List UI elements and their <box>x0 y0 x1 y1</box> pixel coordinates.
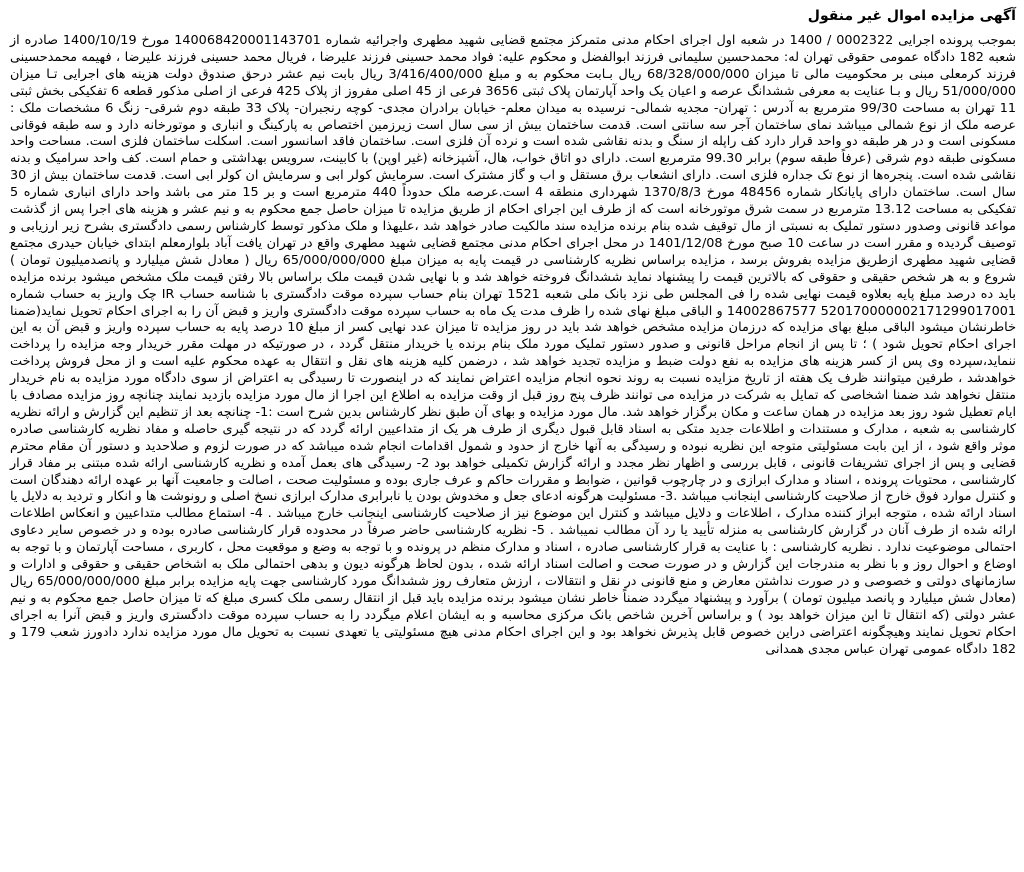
notice-body: بموجب پرونده اجرایی 0002322 / 1400 در شعبه اول اجرای احکام مدنی متمرکز مجتمع قضایی شهید مطهری واجرائیه شماره 140068420001143701 مورخ 1400/10/19 صادره از شعبه 182 دادگاه عمومی حقوقی تهران له: محمدحسین سلیمانی فرزند ابوالفضل و محکوم علیه: فواد محمد حسینی فرزند علیرضا ، فریال محمد حسینی فرزند علیرضا ، فهیمه محمدحسینی فرزند کرمعلی مبنی بر محکومیت مالی تا میزان 68/328/000/000 ریال بـابت محکوم به و مبلغ 3/416/400/000 ریال بابت نیم عشر درحق صندوق دولت هزینه های اجرایی تـا میزان 51/000/000 ریال و بـا عنایت به معرفی ششدانگ عرصه و اعیان یک واحد آپارتمان پلاک ثبتی 3656 فرعی از 45 اصلی مفروز از پلاک 425 فرعی از اصلی مذکور قطعه 6 تفکیکی بخش ثبتی 11 تهران به مساحت 99/30 مترمربع به آدرس : تهران- مجدیه شمالی- نرسیده به میدان معلم- خیابان برادران مجدی- کوچه رنجبران- پلاک 33 طبقه دوم شرقی- زنگ 6 مشخصات ملک : عرصه ملک از نوع شمالی میباشد نمای ساختمان آجر سه سانتی است. قدمت ساختمان بیش از سی سال است زیرزمین اختصاص به پارکینگ و انباری و موتورخانه دارد و سه طبقه فوقانی مسکونی است و در هر طبقه دو واحد قرار دارد کف راپله از سنگ و بدنه نقاشی شده است و نرده آن فلزی است. ساختمان فاقد اسانسور است. اسکلت ساختمان فلزی است. مساحت واحد مسکونی طبقه دوم شرقی (عرفاً طبقه سوم) برابر 99.30 مترمربع است. دارای دو اتاق خواب، هال، آشپزخانه (غیر اوپن) با کابینت، سرویس بهداشتی و حمام است. کف واحد سرامیک و بدنه نقاشی شده است. پنجره‌ها از نوع تک جداره فلزی است. دارای انشعاب برق مستقل و اب و گاز مشترک است. سرمایش کولر ابی و سرمایش ان کولر ابی است. قدمت ساختمان بیش از 30 سال است. ساختمان دارای پایانکار شماره 48456 مورخ 1370/8/3 شهرداری منطقه 4 است.عرصه ملک حدوداً 440 مترمربع است و بر 15 متر می باشد واحد دارای انباری شماره 5 تفکیکی به مساحت 13.12 مترمربع در سمت شرق موتورخانه است که از طرف این اجرای احکام از طریق مزایده تا میزان حاصل جمع محکوم به و نیم عشر و هزینه های اجرا پس از گذشت مواعد قانونی وصدور دستور تملیک به نسبتی از مال توقیف شده بنام برنده مزایده سند مالکیت صادر خواهد شد ،علیهذا و ملک مذکور توسط کارشناس رسمی دادگستری بشرح زیر ارزیابی و توصیف گردیده و مقرر است در ساعت 10 صبح مورخ 1401/12/08 در محل اجرای احکام مدنی مجتمع قضایی شهید مطهری واقع در تهران یافت آباد بلوارمعلم ابتدای خیابان حیدری مجتمع قضایی شهید مطهری ازطریق مزایده بفروش برسد ، مزایده براساس نظریه کارشناسی در قیمت پایه به میزان مبلغ 65/000/000/000 ریال ( معادل شش میلیارد و پانصدمیلیون تومان ) شروع و به هر شخص حقیقی و حقوقی که بالاترین قیمت را پیشنهاد نماید ششدانگ فروخته خواهد شد و با نهایی شدن قیمت ملک براساس بالا رفتن قیمت ملک مشخص میشود برنده مزایده باید ده درصد مبلغ پایه بعلاوه قیمت نهایی شده را فی المجلس طی نزد بانک ملی شعبه 1521 تهران بنام حساب سپرده موقت دادگستری با شناسه حساب IR چک واریز به حساب شماره 520170000002171299017001 14002867577 و الباقی مبلغ نهای شده را ظرف مدت یک ماه به حساب سپرده موقت دادگستری واریز و قبض آن را به اجرای احکام تحویل نماید(ضمنا خاطرنشان میشود الباقی مبلغ بهای مزایده که درزمان مزایده مشخص خواهد شد باید در روز مزایده تا میزان عدد نهایی کسر از مبلغ 10 درصد پایه به حساب سپرده واریز و قبض آن به این اجرای احکام تحویل شود ) ؛ تا پس از انجام مراحل قانونی و صدور دستور تملیک مورد ملک بنام برنده یا خریدار منتقل گردد ، در صورتیکه در مهلت مقرر خریدار وجه مزایده را پرداخت ننماید،سپرده وی پس از کسر هزینه های مزایده به نفع دولت ضبط و مزایده تجدید خواهد شد ، درضمن کلیه هزینه های نقل و انتقال به عهده محکوم علیه است و از محل فروش پرداخت خواهدشد ، طرفین میتوانند ظرف یک هفته از تاریخ مزایده نسبت به روند نحوه انجام مزایده اعتراض نمایند که در اینصورت تا رسیدگی به اعتراض از سوی دادگاه مورد مزایده به نام خریدار منتقل نخواهد شد ضمنا اشخاصی که تمایل به شرکت در مزایده می توانند ظرف پنج روز قبل از وقت مزایده به اطلاع این اجرا از مال مورد مزایده بازدید نمایند چنانچه روز مزایده مصادف با ایام تعطیل شود روز بعد مزایده در همان ساعت و مکان برگزار خواهد شد. مال مورد مزایده و بهای آن طبق نظر کارشناس بدین شرح است :1- چنانچه بعد از تنظیم این گزارش و ارائه نظریه کارشناسی به شعبه ، مدارک و مستندات و اطلاعات جدید متکی به اسناد قابل قبول دیگری از طرف هر یک از متداعیین ارائه گردد که در نتیجه گیری حاصله و مفاد نظریه کارشناسی صادره موثر واقع شود ، از این بابت مسئولیتی متوجه این نظریه نبوده و رسیدگی به آنها خارج از حدود و شمول اقدامات انجام شده میباشد که در صورت لزوم و صلاحدید و دستور آن مقام محترم قضایی و پس از اجرای تشریفات قانونی ، قابل بررسی و اظهار نظر مجدد و ارائه گزارش تکمیلی خواهد بود 2- رسیدگی های بعمل آمده و نظریه کارشناسی ارائه شده مبتنی بر مفاد قرار کارشناسی ، محتویات پرونده ، اسناد و مدارک ابرازی و در چارچوب قوانین ، ضوابط و مقررات حاکم و عرف جاری بوده و مسئولیت صحت ، اصالت و جامعیت آنها بر عهده ارائه دهندگان است و کنترل موارد فوق خارج از صلاحیت کارشناسی اینجانب میباشد .3- مسئولیت هرگونه ادعای جعل و مخدوش بودن یا نابرابری مدارک ابرازی نسخ اصلی و رونوشت ها و انکار و تردید به دلایل یا اسناد ارائه شده ، متوجه ابراز کننده مدارک ، اطلاعات و دلایل میباشد و کنترل این موضوع نیز از صلاحیت کارشناسی اینجانب خارج میباشد . 4- استماع مطالب متداعیین و انعکاس اطلاعات ارائه شده از طرف آنان در گزارش کارشناسی به منزله تأیید یا رد آن مطالب نمیباشد . 5- نظریه کارشناسی حاضر صرفاً در محدوده قرار کارشناسی صادره بوده و در خصوص سایر دعاوی احتمالی موضوعیت ندارد . نظریه کارشناسی : با عنایت به قرار کارشناسی صادره ، اسناد و مدارک منظم در پرونده و با توجه به وضع و موقعیت محل ، کاربری ، مساحت آپارتمان و با توجه به اوضاع و احوال روز و با نظر به مندرجات این گزارش و در صورت صحت و اصالت اسناد ارائه شده ، بدون لحاظ هرگونه دیون و بدهی احتمالی ملک به اشخاص حقیقی و حقوقی و ادارات و سازمانهای دولتی و خصوصی و در صورت نداشتن معارض و منع قانونی در نقل و انتقالات ، ارزش متعارف روز ششدانگ مورد کارشناسی جهت پایه مزایده برابر مبلغ 65/000/000/000 ریال (معادل شش میلیارد و پانصد میلیون تومان ) برآورد و پیشنهاد میگردد ضمناً خاطر نشان میشود برنده مزایده باید قبل از انتقال رسمی ملک کسری مبلغ که تا میزان حاصل جمع محکوم به و نیم عشر دولتی (که انتقال تا این میزان خواهد بود ) و براساس آخرین شاخص بانک مرکزی محاسبه و به ایشان اعلام میگردد را به حساب سپرده موقت دادگستری واریز و قبض آنرا به اجرای احکام تحویل نمایند وهیچگونه اعتراضی دراین خصوص قابل پذیرش نخواهد بود و این اجرای احکام مدنی هیچ مسئولیتی یا تعهدی نسبت به تحویل مال مورد مزایده ندارد دادورز شعب 179 و 182 دادگاه عمومی تهران عباس مجدی همدانی <box>10 33 1017 657</box>
notice-title: آگهی مزایده اموال غیر منقول <box>807 8 1016 24</box>
